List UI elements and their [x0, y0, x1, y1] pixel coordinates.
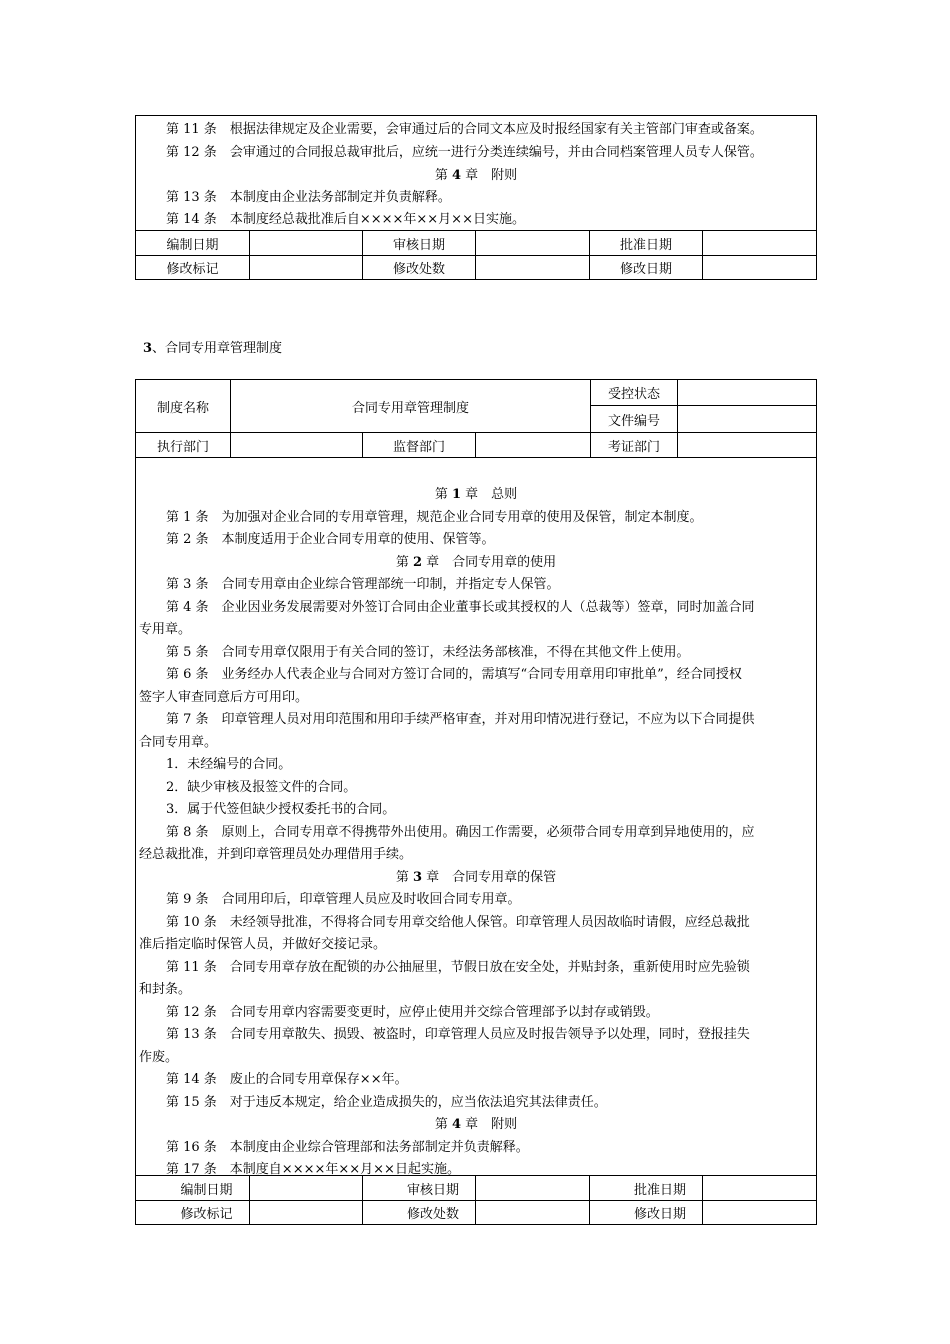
controlled-status-label: 受控状态: [607, 387, 660, 402]
supervise-dept-label: 监督部门: [392, 439, 445, 455]
doc2-footer-vrule: [362, 1175, 363, 1224]
article-line: 第 15 条 对于违反本规定，给企业造成损失的，应当依法追究其法律责任。: [166, 1094, 607, 1110]
article-line: 第 17 条 本制度自××××年××月××日起实施。: [166, 1162, 460, 1177]
article-continuation: 准后指定临时保管人员，并做好交接记录。: [139, 937, 387, 952]
part1-revision-mark-label: 修改标记: [166, 262, 219, 277]
doc2-approve-date-label: 批准日期: [633, 1182, 686, 1198]
part1-footer-vrule: [475, 230, 476, 279]
part1-footer-vrule: [702, 230, 703, 279]
part1-article-13: 第 13 条 本制度由企业法务部制定并负责解释。: [166, 190, 451, 205]
chapter-heading: 第 2 章 合同专用章的使用: [395, 554, 557, 570]
article-line: 第 8 条 原则上，合同专用章不得携带外出使用。确因工作需要，必须带合同专用章到异地使用的，应: [166, 824, 755, 840]
article-continuation: 作废。: [139, 1049, 179, 1065]
part1-article-12: 第 12 条 会审通过的合同报总裁审批后，应统一进行分类连续编号，并由合同档案管理人员专人保管。: [166, 145, 763, 160]
doc2-revision-date-label: 修改日期: [633, 1207, 686, 1222]
article-line: 3．属于代签但缺少授权委托书的合同。: [166, 802, 396, 817]
article-line: 第 10 条 未经领导批准，不得将合同专用章交给他人保管。印章管理人员因故临时请假，应经总裁批: [166, 914, 750, 930]
article-line: 第 7 条 印章管理人员对用印范围和用印手续严格审查，并对用印情况进行登记，不应为以下合同提供: [166, 712, 755, 727]
doc2-footer-vrule: [589, 1175, 590, 1224]
article-line: 第 2 条 本制度适用于企业合同专用章的使用、保管等。: [166, 532, 495, 547]
doc2-revision-count-label: 修改处数: [406, 1207, 459, 1222]
file-number-label: 文件编号: [607, 413, 660, 429]
article-line: 第 13 条 合同专用章散失、损毁、被盗时，印章管理人员应及时报告领导予以处理，同时，登报挂失: [166, 1027, 750, 1042]
article-line: 第 1 条 为加强对企业合同的专用章管理，规范企业合同专用章的使用及保管，制定本制度。: [166, 509, 703, 525]
part1-footer-vrule: [249, 230, 250, 279]
article-continuation: 合同专用章。: [139, 734, 218, 750]
part1-article-11: 第 11 条 根据法律规定及企业需要，会审通过后的合同文本应及时报经国家有关主管部门审查或备案。: [166, 122, 763, 137]
article-continuation: 和封条。: [139, 982, 192, 997]
verify-dept-label: 考证部门: [607, 439, 660, 455]
part1-compile-date-label: 编制日期: [166, 237, 219, 253]
section-title: 3、合同专用章管理制度: [143, 341, 283, 356]
part1-revision-count-label: 修改处数: [392, 262, 445, 277]
policy-name-value: 合同专用章管理制度: [351, 400, 469, 416]
doc2-header-hrule: [135, 432, 817, 433]
chapter-heading: 第 4 章 附则: [434, 1117, 518, 1132]
article-line: 第 16 条 本制度由企业综合管理部和法务部制定并负责解释。: [166, 1139, 529, 1155]
part1-article-14: 第 14 条 本制度经总裁批准后自××××年××月××日实施。: [166, 212, 525, 227]
article-line: 第 5 条 合同专用章仅限用于有关合同的签订，未经法务部核准，不得在其他文件上使用。: [166, 644, 690, 660]
article-line: 第 12 条 合同专用章内容需要变更时，应停止使用并交综合管理部予以封存或销毁。: [166, 1004, 659, 1020]
part1-chapter-heading: 第 4 章 附则: [434, 168, 518, 183]
chapter-heading: 第 3 章 合同专用章的保管: [395, 869, 557, 885]
article-continuation: 专用章。: [139, 622, 192, 637]
part1-approve-date-label: 批准日期: [619, 237, 672, 253]
doc2-review-date-label: 审核日期: [406, 1182, 459, 1198]
article-continuation: 经总裁批准，并到印章管理员处办理借用手续。: [139, 847, 413, 862]
article-line: 第 6 条 业务经办人代表企业与合同对方签订合同的，需填写“合同专用章用印审批单”，经合同授权: [166, 667, 742, 682]
doc2-header-hrule: [135, 457, 817, 458]
article-line: 2．缺少审核及报签文件的合同。: [166, 779, 357, 795]
article-line: 1．未经编号的合同。: [166, 757, 292, 772]
part1-revision-date-label: 修改日期: [619, 262, 672, 277]
doc2-header-vrule: [475, 432, 476, 457]
article-line: 第 4 条 企业因业务发展需要对外签订合同由企业董事长或其授权的人（总裁等）签章，同时加盖合同: [166, 599, 755, 615]
chapter-heading: 第 1 章 总则: [434, 487, 518, 502]
article-line: 第 9 条 合同用印后，印章管理人员应及时收回合同专用章。: [166, 892, 521, 907]
article-continuation: 签字人审查同意后方可用印。: [139, 689, 309, 705]
doc2-header-vrule: [677, 379, 678, 457]
article-line: 第 14 条 废止的合同专用章保存××年。: [166, 1072, 408, 1087]
doc2-revision-mark-label: 修改标记: [180, 1207, 233, 1222]
doc2-compile-date-label: 编制日期: [180, 1182, 233, 1198]
exec-dept-label: 执行部门: [156, 439, 209, 455]
article-line: 第 3 条 合同专用章由企业综合管理部统一印制，并指定专人保管。: [166, 577, 560, 592]
policy-name-label: 制度名称: [156, 400, 209, 416]
article-line: 第 11 条 合同专用章存放在配锁的办公抽屉里，节假日放在安全处，并贴封条，重新使用时应先验锁: [166, 959, 750, 975]
part1-review-date-label: 审核日期: [392, 237, 445, 253]
